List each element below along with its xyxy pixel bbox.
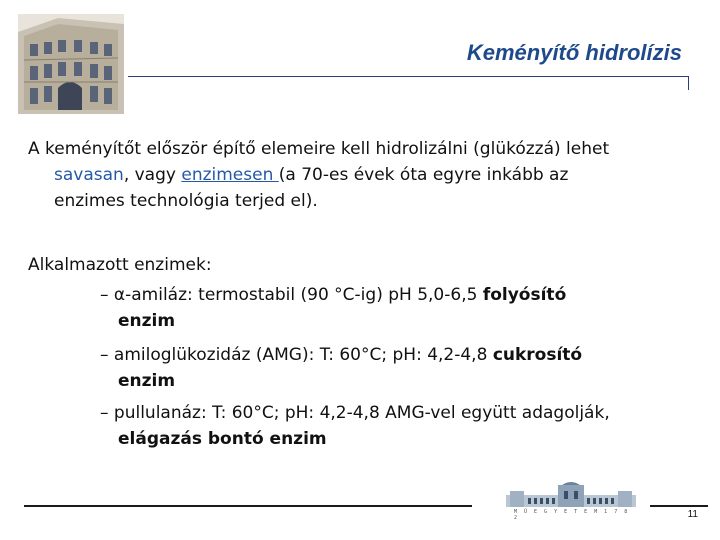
applied-enzymes-heading: Alkalmazott enzimek: — [28, 255, 212, 275]
intro-line-2 — [28, 162, 698, 188]
university-building-image — [18, 14, 124, 114]
intro-mid-text: , vagy — [123, 165, 182, 185]
alpha-symbol: α — [113, 285, 126, 305]
enzimesen-link[interactable]: enzimesen — [181, 165, 279, 185]
enzyme-item-alpha-amylase — [100, 282, 710, 334]
enzyme-role-cont: enzim — [118, 311, 176, 331]
enzyme-text: amiloglükozidáz (AMG): T: 60°C; pH: 4,2-4,8 — [113, 345, 493, 365]
enzyme-text: -amiláz: termostabil (90 °C-ig) pH 5,0-6,5 — [125, 285, 483, 305]
intro-line-1: A keményítőt először építő elemeire kell hidrolizálni (glükózzá) lehet — [28, 139, 610, 159]
bullet-dash: – — [100, 285, 114, 305]
enzyme-item-amg — [100, 342, 710, 394]
intro-rest-text: (a 70-es évek óta egyre inkább az — [278, 165, 569, 185]
enzyme-role: cukrosító — [492, 345, 583, 365]
enzyme-role-cont: elágazás bontó enzim — [118, 429, 327, 449]
footer-divider-left — [24, 505, 472, 507]
enzyme-item-pullulanase — [100, 400, 710, 452]
title-divider-tick — [688, 76, 689, 90]
title-divider — [128, 76, 688, 77]
page-number: 11 — [687, 509, 698, 520]
enzyme-text: pullulanáz: T: 60°C; pH: 4,2-4,8 AMG-vel együtt adagolják, — [113, 403, 610, 423]
savasan-link[interactable]: savasan — [54, 165, 124, 185]
page-title: Keményítő hidrolízis — [466, 40, 682, 65]
footer-logo-caption: M Ű E G Y E T E M 1 7 8 2 — [514, 509, 630, 521]
enzyme-role-cont: enzim — [118, 371, 176, 391]
intro-paragraph — [28, 136, 698, 214]
intro-line-3: enzimes technológia terjed el). — [54, 191, 318, 211]
enzyme-role: folyósító — [482, 285, 567, 305]
bullet-dash: – — [100, 403, 114, 423]
bullet-dash: – — [100, 345, 114, 365]
footer-divider-right — [650, 505, 708, 507]
